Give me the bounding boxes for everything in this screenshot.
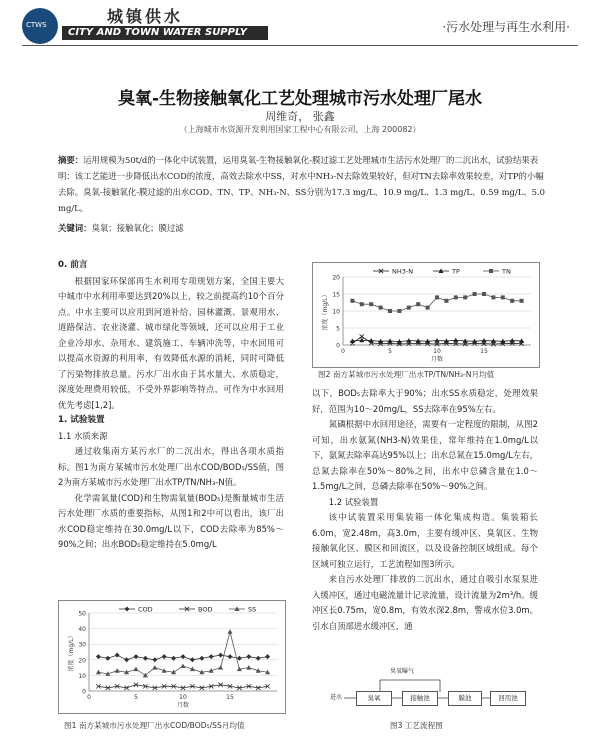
- right-paragraph-2: 氮磷根据中水回用途径，需要有一定程度的限制，从图2可知，出水氨氮(NH3-N)效果佳，常年维持在1.0mg/L以下，氨氮去除率高达95%以上；出水总氮在15.0mg/L左右，总氮去除率在50%～80%之间，出水中总磷含量在1.0～1.5mg/L之间，总磷去除率在50%～90%之间。: [312, 419, 538, 491]
- y-tick-label: 10: [78, 672, 86, 680]
- y-tick-label: 20: [78, 657, 86, 665]
- x-axis-label: 月数: [430, 356, 444, 363]
- header-divider: [22, 45, 578, 46]
- figure-2-caption: 图2 南方某城市污水处理厂出水TP/TN/NH₃-N月均值: [318, 370, 495, 379]
- figure-2-chart: [313, 263, 539, 367]
- logo-emblem: [22, 8, 58, 44]
- figure-2: [312, 262, 540, 368]
- x-tick-label: 5: [134, 694, 138, 701]
- article-authors: 周维奇， 张鑫: [265, 110, 335, 123]
- logo-chinese-title: 城镇供水: [107, 7, 184, 26]
- y-tick-label: 0: [82, 688, 86, 696]
- x-tick-label: 5: [388, 348, 392, 355]
- data-point-ss: [181, 663, 186, 668]
- figure-1-caption: 图1 南方某城市污水处理厂出水COD/BOD₅/SS月均值: [64, 721, 245, 730]
- data-point-ss: [134, 667, 139, 672]
- logo-english-title: CITY AND TOWN WATER SUPPLY: [62, 26, 268, 40]
- section-0-paragraph: 根据国家环保部再生水利用专项规划方案，全国主要大中城市中水利用率要达到20%以上，较之前提高约10个百分点。中水主要可以应用到河道补给、园林灌溉、景观用水、道路保洁、农业浇灌、城市绿化等领域，还可以应用于工业企业冷却水、杂用水、建筑施工、车辆冲洗等，中水回用可以提高水资源的利用率，有效降低水源的消耗，同时可降低了污染物排放总量。污水厂出水由于其水量大、水质稳定，深度处理费用较低，不受外界影响等特点，可作为中水回用优先考虑[1,2]。: [58, 275, 284, 410]
- y-tick-label: 40: [78, 626, 86, 634]
- data-point-tn: [435, 295, 439, 299]
- data-point-cod: [209, 654, 214, 659]
- data-point-cod: [162, 654, 167, 659]
- keywords-text: 臭氧；接触氧化；膜过滤: [91, 223, 184, 233]
- data-point-tn: [501, 295, 505, 299]
- data-point-tn: [510, 299, 514, 303]
- data-point-cod: [181, 654, 186, 659]
- y-tick-label: 0: [336, 342, 340, 350]
- abstract: [58, 152, 548, 216]
- journal-logo: [22, 8, 272, 48]
- column-title: ·污水处理与再生水利用·: [442, 20, 570, 34]
- legend-label: SS: [248, 605, 257, 614]
- data-point-cod: [96, 654, 101, 659]
- figure-3: [330, 660, 530, 712]
- flow-top-label: 臭氧曝气: [390, 668, 415, 675]
- x-tick-label: 15: [226, 694, 234, 701]
- data-point-cod: [134, 654, 139, 659]
- article-affiliation: （上海城市水资源开发利用国家工程中心有限公司，上海 200082）: [179, 125, 421, 134]
- y-tick-label: 10: [332, 308, 340, 316]
- left-column: [58, 258, 284, 553]
- data-point-cod: [190, 657, 195, 662]
- abstract-label: 摘要：: [58, 155, 84, 165]
- data-point-tn: [416, 302, 420, 306]
- data-point-tn: [379, 306, 383, 310]
- section-1-1-paragraph: 通过收集南方某污水厂的二沉出水，得出各项水质指标。图1为南方某城市污水处理厂出水COD/BOD₅/SS值，图2为南方某城市污水处理厂出水TP/TN/NH₃-N值。: [58, 446, 284, 487]
- data-point-tn: [520, 299, 524, 303]
- data-point-tn: [454, 295, 458, 299]
- flow-box-reuse: 回用池: [490, 691, 526, 706]
- legend-label: COD: [138, 605, 153, 614]
- y-tick-label: 20: [332, 274, 340, 282]
- legend-label: NH3-N: [392, 267, 414, 276]
- data-point-tn: [397, 309, 401, 313]
- right-column: [312, 386, 538, 634]
- data-point-tn: [350, 299, 354, 303]
- legend-label: TN: [502, 267, 511, 276]
- x-tick-label: 10: [179, 694, 187, 701]
- data-point-cod: [218, 653, 223, 658]
- keywords: [58, 222, 184, 234]
- series-line-ss: [98, 632, 267, 676]
- data-point-tn: [444, 299, 448, 303]
- data-point-cod: [124, 657, 129, 662]
- data-point-cod: [115, 653, 120, 658]
- data-point-cod: [228, 654, 233, 659]
- legend-label: BOD: [198, 605, 213, 614]
- data-point-tn: [426, 306, 430, 310]
- data-point-cod: [246, 654, 251, 659]
- data-point-tp: [453, 338, 458, 343]
- article-title: 臭氧-生物接触氧化工艺处理城市污水处理厂尾水: [117, 89, 483, 109]
- figure-1: [58, 600, 286, 714]
- section-1-title: 1. 试验装置: [58, 415, 105, 425]
- flow-inlet: 进水: [330, 694, 343, 701]
- section-1-2-title: 1.2 试验装置: [328, 496, 379, 507]
- x-tick-label: 15: [480, 348, 488, 355]
- data-point-ss: [228, 629, 233, 634]
- data-point-tn: [407, 306, 411, 310]
- logo-badge-text: CTWS: [26, 21, 47, 29]
- data-point-cod: [152, 657, 157, 662]
- data-point-tn: [360, 302, 364, 306]
- data-point-ss: [218, 665, 223, 670]
- data-point-tn: [491, 295, 495, 299]
- x-tick-label: 10: [433, 348, 441, 355]
- figure-1-chart: [59, 601, 285, 713]
- section-1-2-paragraph-2: 来自污水处理厂排放的二沉出水，通过自吸引水泵泵进入缓冲区，通过电磁流量计记录流量，设计流量为2m³/h。缓冲区长0.75m，宽0.8m，有效水深2.8m，警戒水位3.0m。引水自顶部进水缓冲区，通: [312, 574, 538, 631]
- section-0-title: 0. 前言: [58, 260, 88, 270]
- right-paragraph-1: 以下，BOD₅去除率大于90%；出水SS水质稳定，处理效果好，范围为10～20mg/L，SS去除率在95%左右。: [312, 388, 538, 414]
- legend-marker: [125, 607, 130, 612]
- x-tick-label: 0: [87, 694, 91, 701]
- legend-label: TP: [452, 267, 460, 276]
- x-axis-label: 月数: [176, 702, 190, 709]
- data-point-tn: [473, 292, 477, 296]
- keywords-label: 关键词：: [58, 223, 92, 233]
- data-point-cod: [265, 654, 270, 659]
- data-point-tn: [369, 302, 373, 306]
- flow-box-membrane: 膜池: [448, 691, 482, 706]
- data-point-tn: [463, 295, 467, 299]
- data-point-ss: [152, 665, 157, 670]
- flow-box-ozone: 臭氧: [356, 691, 392, 706]
- flow-box-contact: 接触池: [402, 691, 438, 706]
- section-1-2-paragraph: 该中试装置采用集装箱一体化集成构造。集装箱长6.0m，宽2.48m，高3.0m，主要有缓冲区、臭氧区、生物接触氧化区、膜区和回流区，以及设备控制区域组成。每个区域可独立运行，工艺流程如图3所示。: [312, 512, 538, 569]
- data-point-ss: [115, 668, 120, 673]
- data-point-ss: [246, 665, 251, 670]
- legend-marker: [489, 269, 493, 273]
- y-tick-label: 30: [78, 641, 86, 649]
- data-point-tn: [482, 292, 486, 296]
- abstract-text: 运用规模为50t/d的一体化中试装置，运用臭氧-生物接触氧化-膜过滤工艺处理城市生活污水处理厂的二沉出水，试验结果表明：该工艺能进一步降低出水COD的浓度，高效去除水中SS，对水中NH₃-N去除效果较好，但对TN去除率效果较差，对TP的小幅去除。臭氧-接触氧化-膜过滤的出水COD、TN、TP、NH₃-N、SS分别为17.3 mg/L、10.9 mg/L、1.3 mg/L、0.59 mg/L、5.0 mg/L。: [58, 155, 545, 213]
- data-point-tn: [388, 309, 392, 313]
- y-tick-label: 5: [336, 325, 340, 333]
- data-point-ss: [96, 670, 101, 675]
- y-tick-label: 15: [332, 291, 340, 299]
- y-axis-label: 浓度（mg/L）: [322, 291, 329, 331]
- x-tick-label: 0: [341, 348, 345, 355]
- figure-3-caption: 图3 工艺流程图: [390, 721, 443, 730]
- y-axis-label: 浓度（mg/L）: [68, 632, 75, 672]
- section-1-1-paragraph-2: 化学需氧量(COD)和生物需氧量(BOD₅)是衡量城市生活污水处理厂水质的重要指标，从图1和2中可以看出，该厂出水COD稳定维持在30.0mg/L以下，COD去除率为85%～90%之间；出水BOD₅稳定维持在5.0mg/L: [58, 492, 284, 549]
- y-tick-label: 50: [78, 610, 86, 618]
- section-1-1-title: 1.1 水质来源: [58, 430, 108, 441]
